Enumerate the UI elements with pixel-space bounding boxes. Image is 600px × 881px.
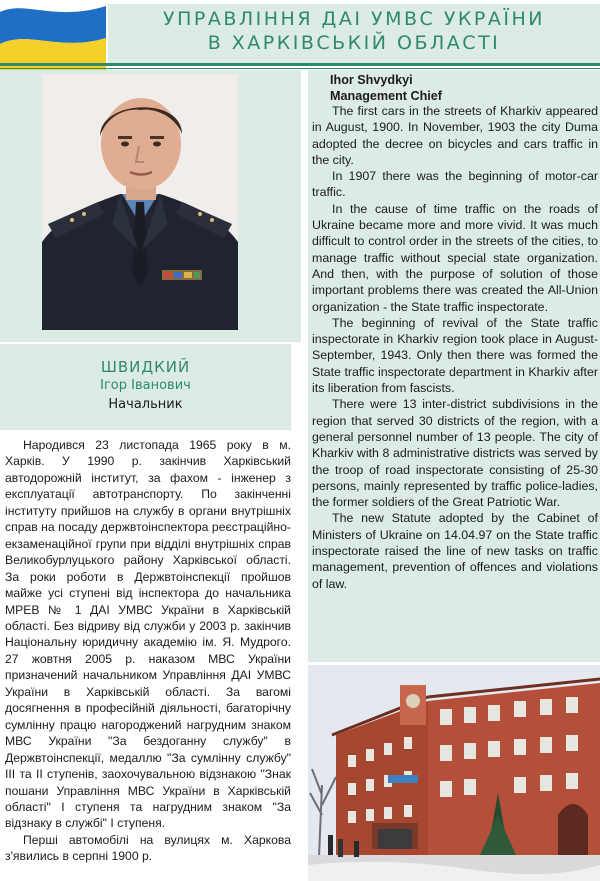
portrait-photo xyxy=(42,74,238,330)
english-name: Ihor Shvydkyi xyxy=(330,73,413,87)
english-paragraph-2: In 1907 there was the beginning of motor-car traffic. xyxy=(312,169,598,200)
building-illustration xyxy=(308,665,600,881)
title-line-1: УПРАВЛІННЯ ДАІ УМВС УКРАЇНИ xyxy=(163,8,545,30)
page-title xyxy=(108,7,600,55)
person-given-name: Ігор Іванович xyxy=(100,378,191,393)
portrait-illustration xyxy=(42,74,238,330)
header-rule-thick xyxy=(0,63,600,66)
english-role: Management Chief xyxy=(330,89,442,103)
english-paragraph-3: In the cause of time traffic on the roads of Ukraine became more and more vivid. It was much difficult to control order in the streets of the cities, to manage traffic without special state organization. And then, with the purpose of solution of those important problems there was created the All-Union organization - the State traffic inspectorate. xyxy=(312,201,598,314)
header-rule-thin xyxy=(0,68,600,69)
person-position: Начальник xyxy=(108,397,183,412)
bio-paragraph-2: Перші автомобілі на вулицях м. Харкова з'явились в серпні 1900 р. xyxy=(5,832,291,864)
english-paragraph-4: The beginning of revival of the State traffic inspectorate in Kharkiv region took place in August-September, 1943. Only then there was formed the State traffic inspectorate department in Kharkiv after its liberation from fascists. xyxy=(312,315,598,396)
english-paragraph-5: There were 13 inter-district subdivisions in the region that served 30 districts of the region, with a general personnel number of 13 people. The city of Kharkiv with 8 administrative districts was served by the troop of road inspectorate consisting of 25-30 persons, mainly represented by traffic police-ladies, the former soldiers of the Great Patriotic War. xyxy=(312,397,598,510)
bio-paragraph-1: Народився 23 листопада 1965 року в м. Харків. У 1990 р. закінчив Харківський автодорожній інститут, за фахом - інженер з експлуатації автотранспорту. По закінченні інституту прийшов на службу в органи внутрішніх справ на посаду держвтоінспектора реєстраційно-екзаменаційної групи при відділі внутрішніх справ Великобурлуцького району Харківської області. За роки роботи в Держвтоінспекції пройшов майже усі ступені від інспектора до начальника МРЕВ № 1 ДАІ УМВС України в Харківській області. Без відриву від служби у 2003 р. закінчив Національну юридичну академію ім. Я. Мудрого. 27 жовтня 2005 р. наказом МВС України призначений начальником Управління ДАІ УМВС України в Харківській області. За вагомі досягнення в професійній діяльності, багаторічну сумлінну працю нагороджений нагрудним знаком МВС України "За бездоганну службу" в Держвтоінспекції, медаллю "За сумлінну службу" III та II ступенів, заохочувальною відзнакою "Знак пошани Управління МВС України в Харківській області" І ступеня та нагрудним знаком "За відзнаку в службі" І ступеня. xyxy=(5,438,291,831)
biography-text xyxy=(5,437,291,865)
page-header xyxy=(0,0,600,66)
title-line-2: В ХАРКІВСЬКІЙ ОБЛАСТІ xyxy=(207,32,501,54)
person-surname: ШВИДКИЙ xyxy=(100,358,191,376)
english-paragraph-6: The new Statute adopted by the Cabinet of Ministers of Ukraine on 14.04.97 on the State traffic inspectorate raised the line of new tasks on traffic management, prevention of offences and violations of law. xyxy=(312,511,598,591)
building-photo xyxy=(308,665,600,881)
english-paragraph-1: The first cars in the streets of Kharkiv appeared in August, 1900. In November, 1903 the city Duma adopted the decree on bicycles and cars traffic in the city. xyxy=(312,104,598,167)
english-text xyxy=(312,103,598,592)
